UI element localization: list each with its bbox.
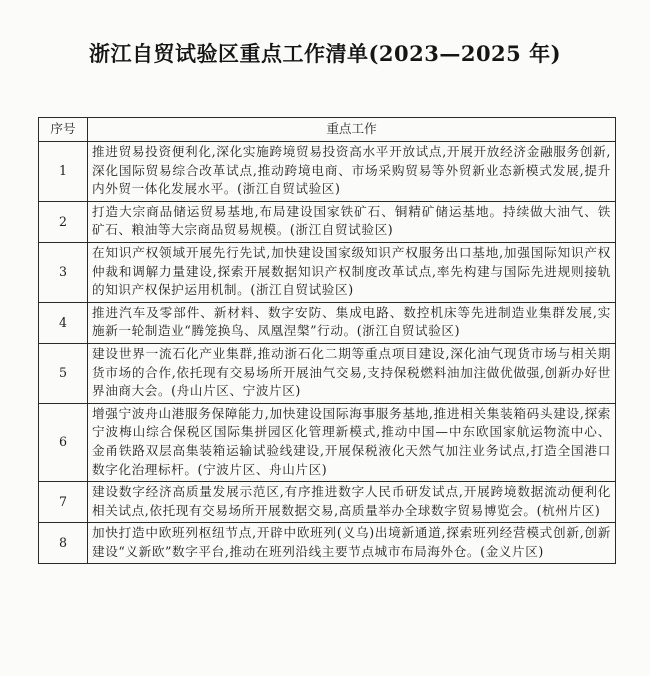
table-row: [39, 523, 616, 564]
document-title: 浙江自贸试验区重点工作清单(2023—2025 年): [88, 41, 562, 66]
table-row: [39, 403, 616, 481]
row-index: 7: [39, 482, 88, 523]
table-row: [39, 142, 616, 202]
row-work: 建设世界一流石化产业集群,推动浙石化二期等重点项目建设,深化油气现货市场与相关期货市场的合作,依托现有交易场所开展油气交易,支持保税燃料油加注做优做强,创新办好世界油商大会。(舟山片区、宁波片区): [88, 343, 616, 403]
table-row: [39, 242, 616, 302]
table-row: [39, 482, 616, 523]
table-row: [39, 201, 616, 242]
row-index: 4: [39, 302, 88, 343]
row-work: 加快打造中欧班列枢纽节点,开辟中欧班列(义乌)出境新通道,探索班列经营模式创新,创新建设“义新欧”数字平台,推动在班列沿线主要节点城市布局海外仓。(金义片区): [88, 523, 616, 564]
table-row: [39, 302, 616, 343]
header-index: 序号: [39, 118, 88, 142]
row-work: 推进汽车及零部件、新材料、数字安防、集成电路、数控机床等先进制造业集群发展,实施新一轮制造业“腾笼换鸟、凤凰涅槃”行动。(浙江自贸试验区): [88, 302, 616, 343]
row-index: 2: [39, 201, 88, 242]
row-work: 打造大宗商品储运贸易基地,布局建设国家铁矿石、铜精矿储运基地。持续做大油气、铁矿石、粮油等大宗商品贸易规模。(浙江自贸试验区): [88, 201, 616, 242]
row-work: 推进贸易投资便利化,深化实施跨境贸易投资高水平开放试点,开展开放经济金融服务创新,深化国际贸易综合改革试点,推动跨境电商、市场采购贸易等外贸新业态新模式发展,提升内外贸一体化发展水平。(浙江自贸试验区): [88, 142, 616, 202]
row-index: 8: [39, 523, 88, 564]
row-work: 建设数字经济高质量发展示范区,有序推进数字人民币研发试点,开展跨境数据流动便利化相关试点,依托现有交易场所开展数据交易,高质量举办全球数字贸易博览会。(杭州片区): [88, 482, 616, 523]
table-header-row: [39, 118, 616, 142]
table-row: [39, 343, 616, 403]
row-index: 6: [39, 403, 88, 481]
row-index: 3: [39, 242, 88, 302]
header-work: 重点工作: [88, 118, 616, 142]
row-index: 5: [39, 343, 88, 403]
row-index: 1: [39, 142, 88, 202]
row-work: 在知识产权领域开展先行先试,加快建设国家级知识产权服务出口基地,加强国际知识产权仲裁和调解力量建设,探索开展数据知识产权制度改革试点,率先构建与国际先进规则接轨的知识产权保护运用机制。(浙江自贸试验区): [88, 242, 616, 302]
row-work: 增强宁波舟山港服务保障能力,加快建设国际海事服务基地,推进相关集装箱码头建设,探索宁波梅山综合保税区国际集拼园区化管理新模式,推动中国—中东欧国家航运物流中心、金甬铁路双层高集装箱运输试验线建设,开展保税液化天然气加注业务试点,打造全国港口数字化治理标杆。(宁波片区、舟山片区): [88, 403, 616, 481]
key-work-table: [38, 117, 616, 564]
